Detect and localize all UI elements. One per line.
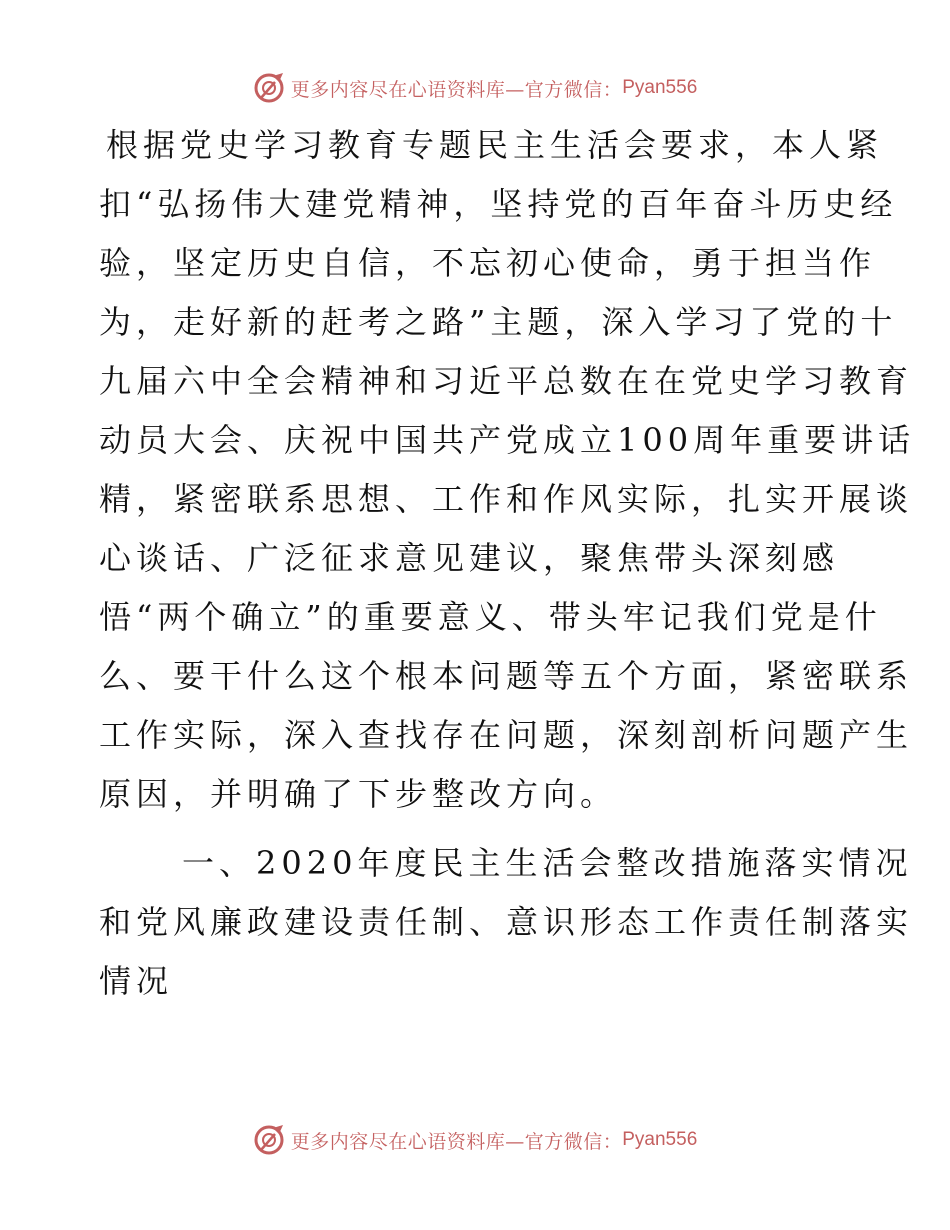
paragraph-line: 九届六中全会精神和习近平总数在在党史学习教育 — [99, 362, 914, 400]
paragraph-line: 悟“两个确立”的重要意义、带头牢记我们党是什 — [99, 598, 882, 636]
pen-logo-icon — [253, 72, 285, 104]
section-heading-line: 情况 — [99, 962, 174, 1000]
paragraph-line: 扣“弘扬伟大建党精神，坚持党的百年奋斗历史经 — [99, 185, 898, 223]
paragraph-line: 原因，并明确了下步整改方向。 — [99, 775, 618, 813]
paragraph-line: 么、要干什么这个根本问题等五个方面，紧密联系 — [99, 657, 914, 695]
watermark-wechat-id: Pyan556 — [622, 1129, 698, 1150]
paragraph-line: 工作实际，深入查找存在问题，深刻剖析问题产生 — [99, 716, 914, 754]
header-watermark — [0, 72, 950, 104]
paragraph-line: 精，紧密联系思想、工作和作风实际，扎实开展谈 — [99, 480, 914, 518]
watermark-text: 更多内容尽在心语资料库—官方微信： — [290, 78, 623, 101]
section-heading-line: 和党风廉政建设责任制、意识形态工作责任制落实 — [99, 903, 914, 941]
footer-watermark — [0, 1124, 950, 1156]
paragraph-line: 为，走好新的赶考之路”主题，深入学习了党的十 — [99, 303, 898, 341]
watermark-text: 更多内容尽在心语资料库—官方微信： — [290, 1130, 623, 1153]
paragraph-line: 验，坚定历史自信，不忘初心使命，勇于担当作 — [99, 244, 877, 282]
paragraph-line: 根据党史学习教育专题民主生活会要求，本人紧 — [106, 126, 884, 164]
paragraph-line: 动员大会、庆祝中国共产党成立100周年重要讲话 — [99, 421, 916, 459]
paragraph-line: 心谈话、广泛征求意见建议，聚焦带头深刻感 — [99, 539, 840, 577]
pen-logo-icon — [253, 1124, 285, 1156]
section-heading-line: 一、2020年度民主生活会整改措施落实情况 — [182, 844, 913, 882]
watermark-wechat-id: Pyan556 — [622, 77, 698, 98]
